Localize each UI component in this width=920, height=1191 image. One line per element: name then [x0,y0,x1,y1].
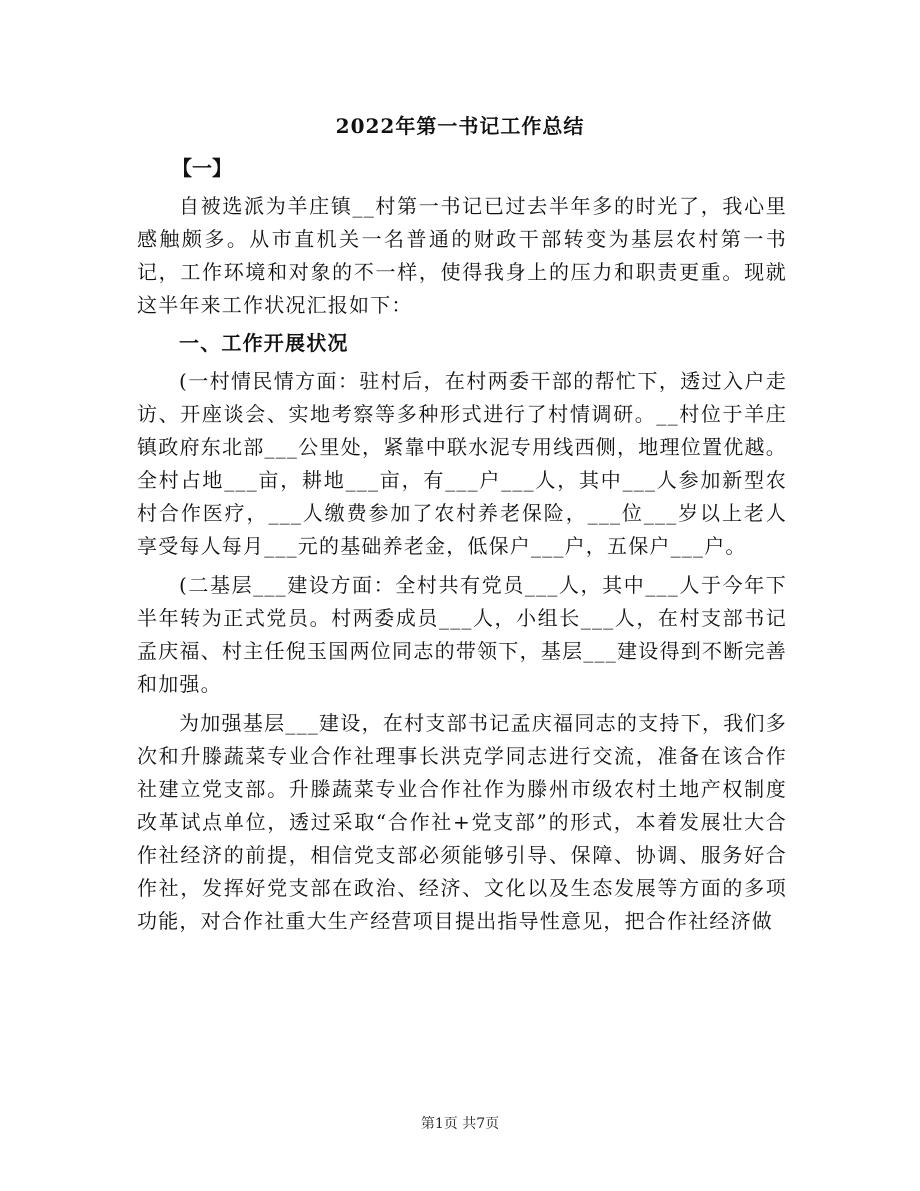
paragraph-intro: 自被选派为羊庄镇__村第一书记已过去半年多的时光了，我心里感触颇多。从市直机关一名普通的财政干部转变为基层农村第一书记，工作环境和对象的不一样，使得我身上的压力和职责更重。现就这半年来工作状况汇报如下： [137,194,787,317]
page-footer: 第1页 共7页 [420,1116,500,1132]
paragraph-grassroots-building: (二基层___建设方面：全村共有党员___人，其中___人于今年下半年转为正式党员。村两委成员___人，小组长___人，在村支部书记孟庆福、村主任倪玉国两位同志的带领下，基层___建设得到不断完善和加强。 [137,573,787,696]
paragraph-village-situation: (一村情民情方面：驻村后，在村两委干部的帮忙下，透过入户走访、开座谈会、实地考察等多种形式进行了村情调研。__村位于羊庄镇政府东北部___公里处，紧靠中联水泥专用线西侧，地理位置优越。全村占地___亩，耕地___亩，有___户___人，其中___人参加新型农村合作医疗，___人缴费参加了农村养老保险，___位___岁以上老人享受每人每月___元的基础养老金，低保户___户，五保户___户。 [137,369,787,558]
document-title: 2022年第一书记工作总结 [335,114,585,138]
document-body [137,190,787,938]
paragraph-cooperative-party-branch: 为加强基层___建设，在村支部书记孟庆福同志的支持下，我们多次和升滕蔬菜专业合作社理事长洪克学同志进行交流，准备在该合作社建立党支部。升滕蔬菜专业合作社作为滕州市级农村土地产权制度改革试点单位，透过采取“合作社+党支部”的形式，本着发展壮大合作社经济的前提，相信党支部必须能够引导、保障、协调、服务好合作社，发挥好党支部在政治、经济、文化以及生态发展等方面的多项功能，对合作社重大生产经营项目提出指导性意见，把合作社经济做 [137,711,787,933]
section-heading: 一、工作开展状况 [179,331,349,355]
section-marker: 【一】 [172,156,232,180]
